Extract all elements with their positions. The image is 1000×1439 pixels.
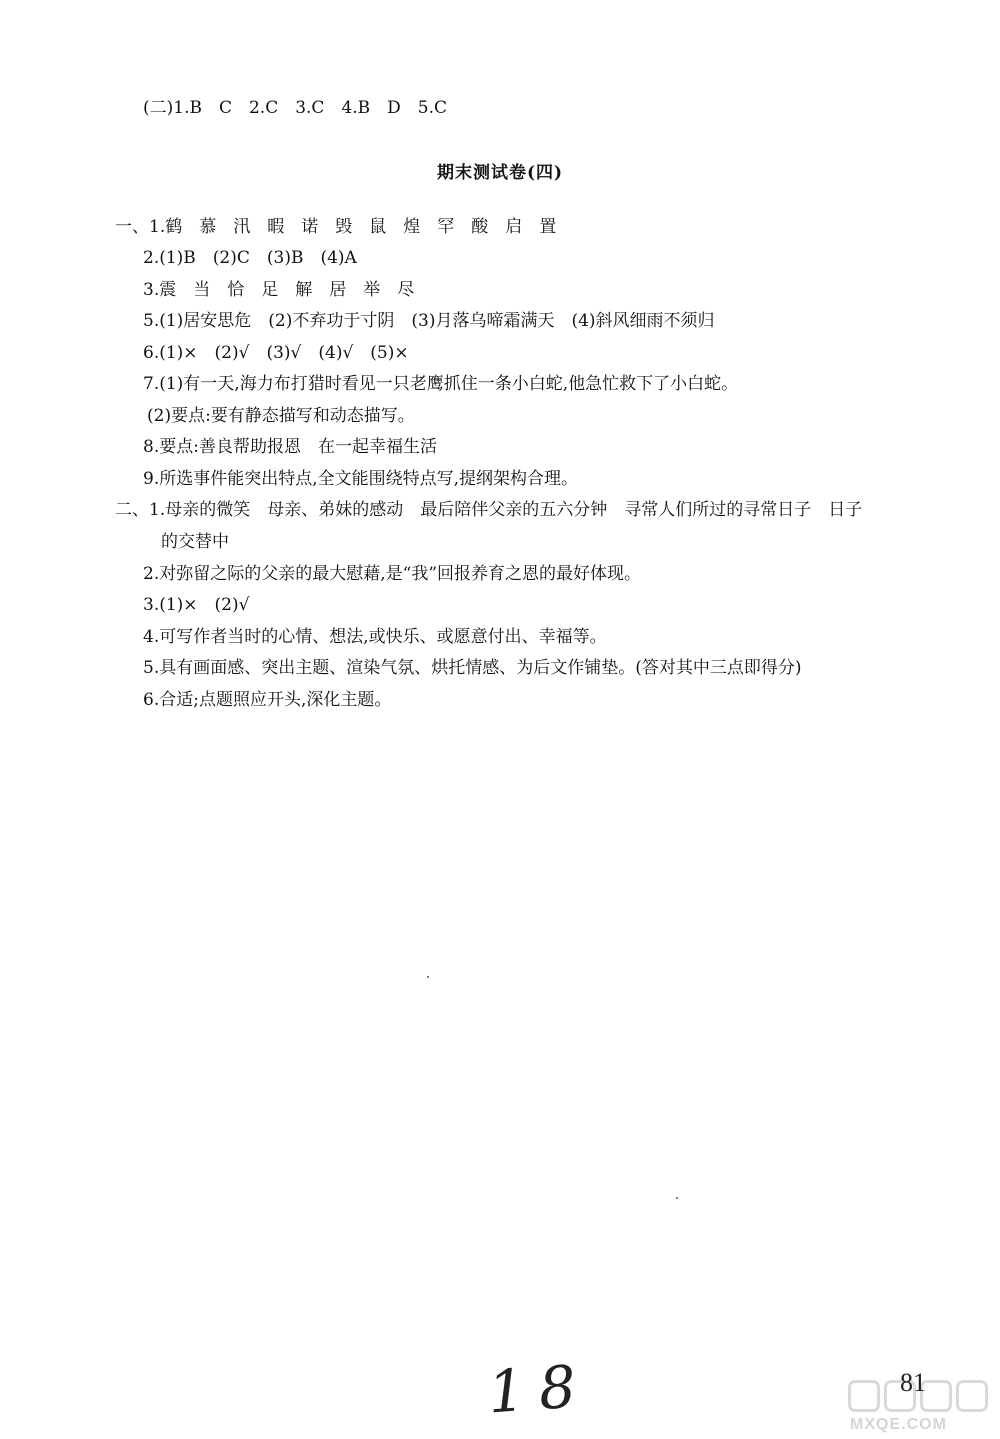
answer-line-part1-q3: 3.震 当 恰 足 解 居 举 尽 bbox=[143, 280, 415, 300]
answer-line-part1-q6: 6.(1)× (2)√ (3)√ (4)√ (5)× bbox=[143, 343, 409, 363]
watermark-url: MXQE.COM bbox=[850, 1416, 947, 1433]
answer-line-part2-q6: 6.合适;点题照应开头,深化主题。 bbox=[143, 690, 392, 710]
answer-line-part2-q1: 二、1.母亲的微笑 母亲、弟妹的感动 最后陪伴父亲的五六分钟 寻常人们所过的寻常日子 日子 bbox=[115, 500, 863, 520]
answer-line-part1-q2: 2.(1)B (2)C (3)B (4)A bbox=[143, 248, 357, 268]
answer-line-part1-q7-1: 7.(1)有一天,海力布打猎时看见一只老鹰抓住一条小白蛇,他急忙救下了小白蛇。 bbox=[143, 374, 739, 394]
answer-line-part1-q5: 5.(1)居安思危 (2)不弃功于寸阴 (3)月落乌啼霜满天 (4)斜风细雨不须归 bbox=[143, 311, 715, 331]
answer-line-part2-q3: 3.(1)× (2)√ bbox=[143, 595, 250, 615]
answer-line-part2-q5: 5.具有画面感、突出主题、渲染气氛、烘托情感、为后文作铺垫。(答对其中三点即得分) bbox=[143, 658, 802, 678]
answer-line-part2-q1-cont: 的交替中 bbox=[161, 532, 229, 552]
page-number: 81 bbox=[900, 1368, 926, 1397]
answer-line-part2-q4: 4.可写作者当时的心情、想法,或快乐、或愿意付出、幸福等。 bbox=[143, 627, 607, 647]
answer-line-part1-q9: 9.所选事件能突出特点,全文能围绕特点写,提纲架构合理。 bbox=[143, 469, 579, 489]
handwritten-note: 18 bbox=[485, 1351, 593, 1427]
answer-line-section-2: (二)1.B C 2.C 3.C 4.B D 5.C bbox=[143, 98, 448, 118]
page-title: 期末测试卷(四) bbox=[436, 163, 564, 183]
scan-speck bbox=[427, 976, 429, 978]
answer-line-part1-q1: 一、1.鹤 慕 汛 暇 诺 毁 鼠 煌 罕 酸 启 置 bbox=[115, 217, 557, 237]
answer-line-part1-q8: 8.要点:善良帮助报恩 在一起幸福生活 bbox=[143, 437, 437, 457]
answer-line-part1-q7-2: (2)要点:要有静态描写和动态描写。 bbox=[147, 406, 415, 426]
scan-speck bbox=[676, 1197, 678, 1199]
answer-line-part2-q2: 2.对弥留之际的父亲的最大慰藉,是“我”回报养育之恩的最好体现。 bbox=[143, 564, 642, 584]
